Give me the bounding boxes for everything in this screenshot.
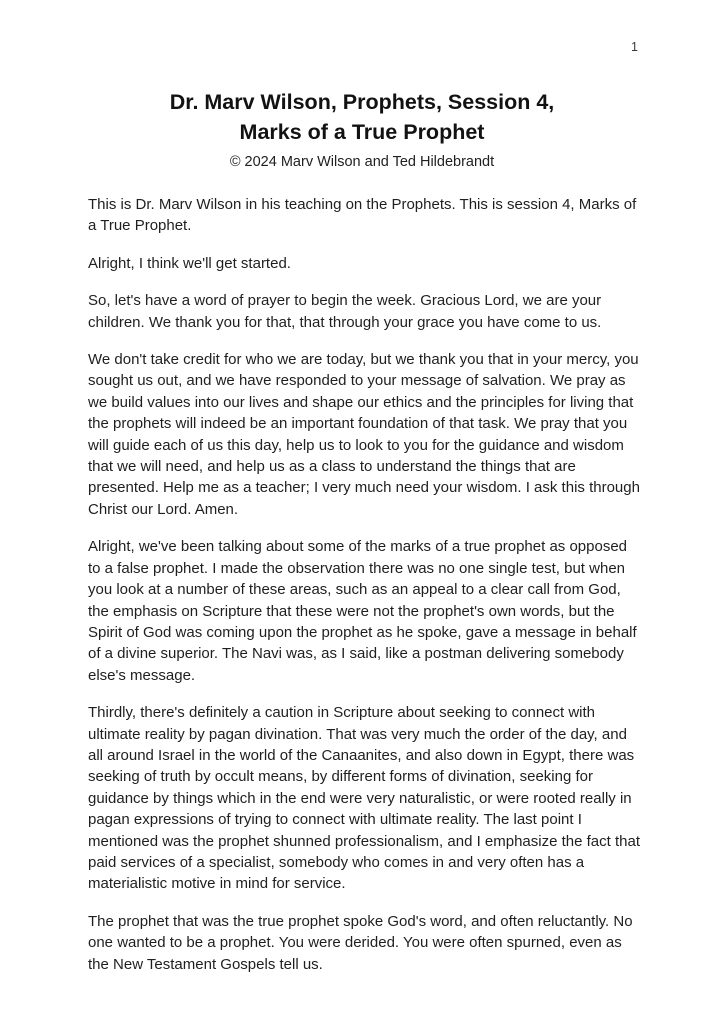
paragraph-7: The prophet that was the true prophet spoke God's word, and often reluctantly. No one wanted to be a prophet. You were derided. You were often spurned, even as the New Testament Gospels tell us. xyxy=(88,912,633,973)
paragraph-6: Thirdly, there's definitely a caution in Scripture about seeking to connect with ultimate reality by pagan divination. That was very much the order of the day, and all around Israel in the world of the Canaanites, and also down in Egypt, there was seeking of truth by occult means, by different forms of divination, seeking for guidance by things which in the end were very naturalistic, or were rooted really in pagan expressions of trying to connect with ultimate reality. The last point I mentioned was the prophet shunned professionalism, and I emphasize the fact that paid services of a specialist, somebody who comes in and very often has a materialistic motive in mind for service. xyxy=(88,704,641,893)
document-header xyxy=(0,0,724,171)
paragraph-1: This is Dr. Marv Wilson in his teaching on the Prophets. This is session 4, Marks of a True Prophet. xyxy=(88,196,637,235)
paragraph-5: Alright, we've been talking about some of the marks of a true prophet as opposed to a false prophet. I made the observation there was no one single test, but when you look at a number of these areas, such as an appeal to a clear call from God, the emphasis on Scripture that these were not the prophet's own words, but the Spirit of God was coming upon the prophet as he spoke, gave a message in behalf of a divine superior. The Navi was, as I said, like a postman delivering somebody else's message. xyxy=(88,538,637,684)
document-title-line1: Dr. Marv Wilson, Prophets, Session 4, xyxy=(169,90,555,114)
paragraph-3: So, let's have a word of prayer to begin the week. Gracious Lord, we are your children. We thank you for that, that through your grace you have come to us. xyxy=(88,292,602,331)
document-title-line2: Marks of a True Prophet xyxy=(239,120,485,144)
paragraph-2: Alright, I think we'll get started. xyxy=(88,254,291,272)
paragraph-4: We don't take credit for who we are today, but we thank you that in your mercy, you sought us out, and we have responded to your message of salvation. We pray as we build values into our lives and shape our ethics and the principles for living that the prophets will indeed be an important foundation of that task. We pray that you will guide each of us this day, help us to look to you for the guidance and wisdom that we will need, and help us as a class to understand the things that are presented. Help me as a teacher; I very much need your wisdom. I ask this through Christ our Lord. Amen. xyxy=(88,351,640,518)
page-number: 1 xyxy=(631,40,638,54)
copyright-line: © 2024 Marv Wilson and Ted Hildebrandt xyxy=(229,154,495,170)
document-body xyxy=(88,194,640,975)
